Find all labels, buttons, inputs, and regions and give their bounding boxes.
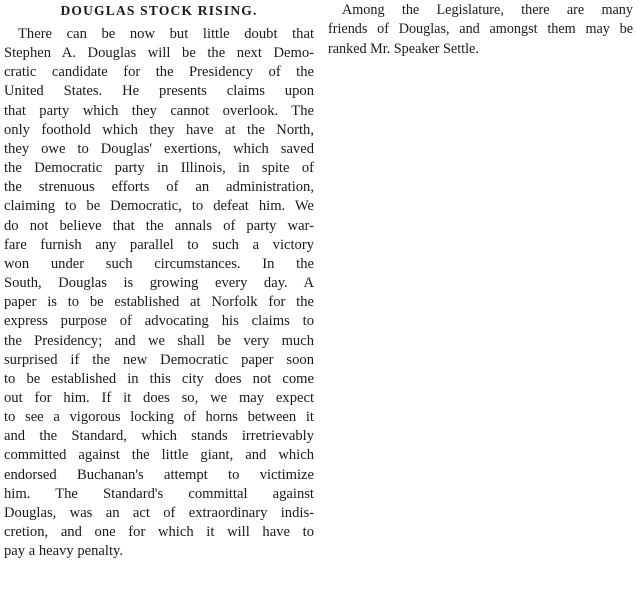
article-line: Among the Legislature, there are many <box>342 2 633 18</box>
article-line: Stephen A. Douglas will be the next Demo- <box>4 45 314 62</box>
article-line: only foothold which they have at the North, <box>4 121 314 138</box>
article-line: cratic candidate for the Presidency of the <box>4 64 314 81</box>
article-line: do not believe that the annals of party war- <box>4 217 314 234</box>
article-line: that party which they cannot overlook. The <box>4 102 314 119</box>
article-line: United States. He presents claims upon <box>4 83 314 100</box>
article-line: won under such circumstances. In the <box>4 255 314 272</box>
article-line: endorsed Buchanan's attempt to victimize <box>4 466 314 483</box>
article-line: South, Douglas is growing every day. A <box>4 275 314 292</box>
article-line: him. The Standard's committal against <box>4 485 314 502</box>
article-line: the Presidency; and we shall be very much <box>4 332 314 349</box>
article-line: out for him. If it does so, we may expect <box>4 389 314 406</box>
article-line: to see a vigorous locking of horns between it <box>4 409 314 426</box>
article-line: surprised if the new Democratic paper soon <box>4 351 314 368</box>
article-douglas-stock-rising <box>4 0 314 561</box>
article-legislature-note <box>328 0 633 59</box>
article-line: fare furnish any parallel to such a victory <box>4 236 314 253</box>
article-line: paper is to be established at Norfolk for the <box>4 294 314 311</box>
article-line: cretion, and one for which it will have to <box>4 524 314 541</box>
article-line: and the Standard, which stands irretrievably <box>4 428 314 445</box>
article-line: the strenuous efforts of an administration, <box>4 179 314 196</box>
article-line: There can be now but little doubt that <box>18 26 314 42</box>
article-line: the Democratic party in Illinois, in spite of <box>4 160 314 177</box>
article-line: committed against the little giant, and which <box>4 447 314 464</box>
article-line: express purpose of advocating his claims to <box>4 313 314 330</box>
article-body <box>328 1 633 59</box>
article-body <box>4 25 314 561</box>
article-line: Douglas, was an act of extraordinary indis- <box>4 504 314 521</box>
article-headline: DOUGLAS STOCK RISING. <box>60 3 258 18</box>
article-line: to be established in this city does not come <box>4 370 314 387</box>
article-line: claiming to be Democratic, to defeat him. We <box>4 198 314 215</box>
article-line: they owe to Douglas' exertions, which saved <box>4 140 314 157</box>
article-line: pay a heavy penalty. <box>4 543 123 560</box>
article-line: friends of Douglas, and amongst them may be <box>328 21 633 38</box>
article-line: ranked Mr. Speaker Settle. <box>328 40 479 57</box>
